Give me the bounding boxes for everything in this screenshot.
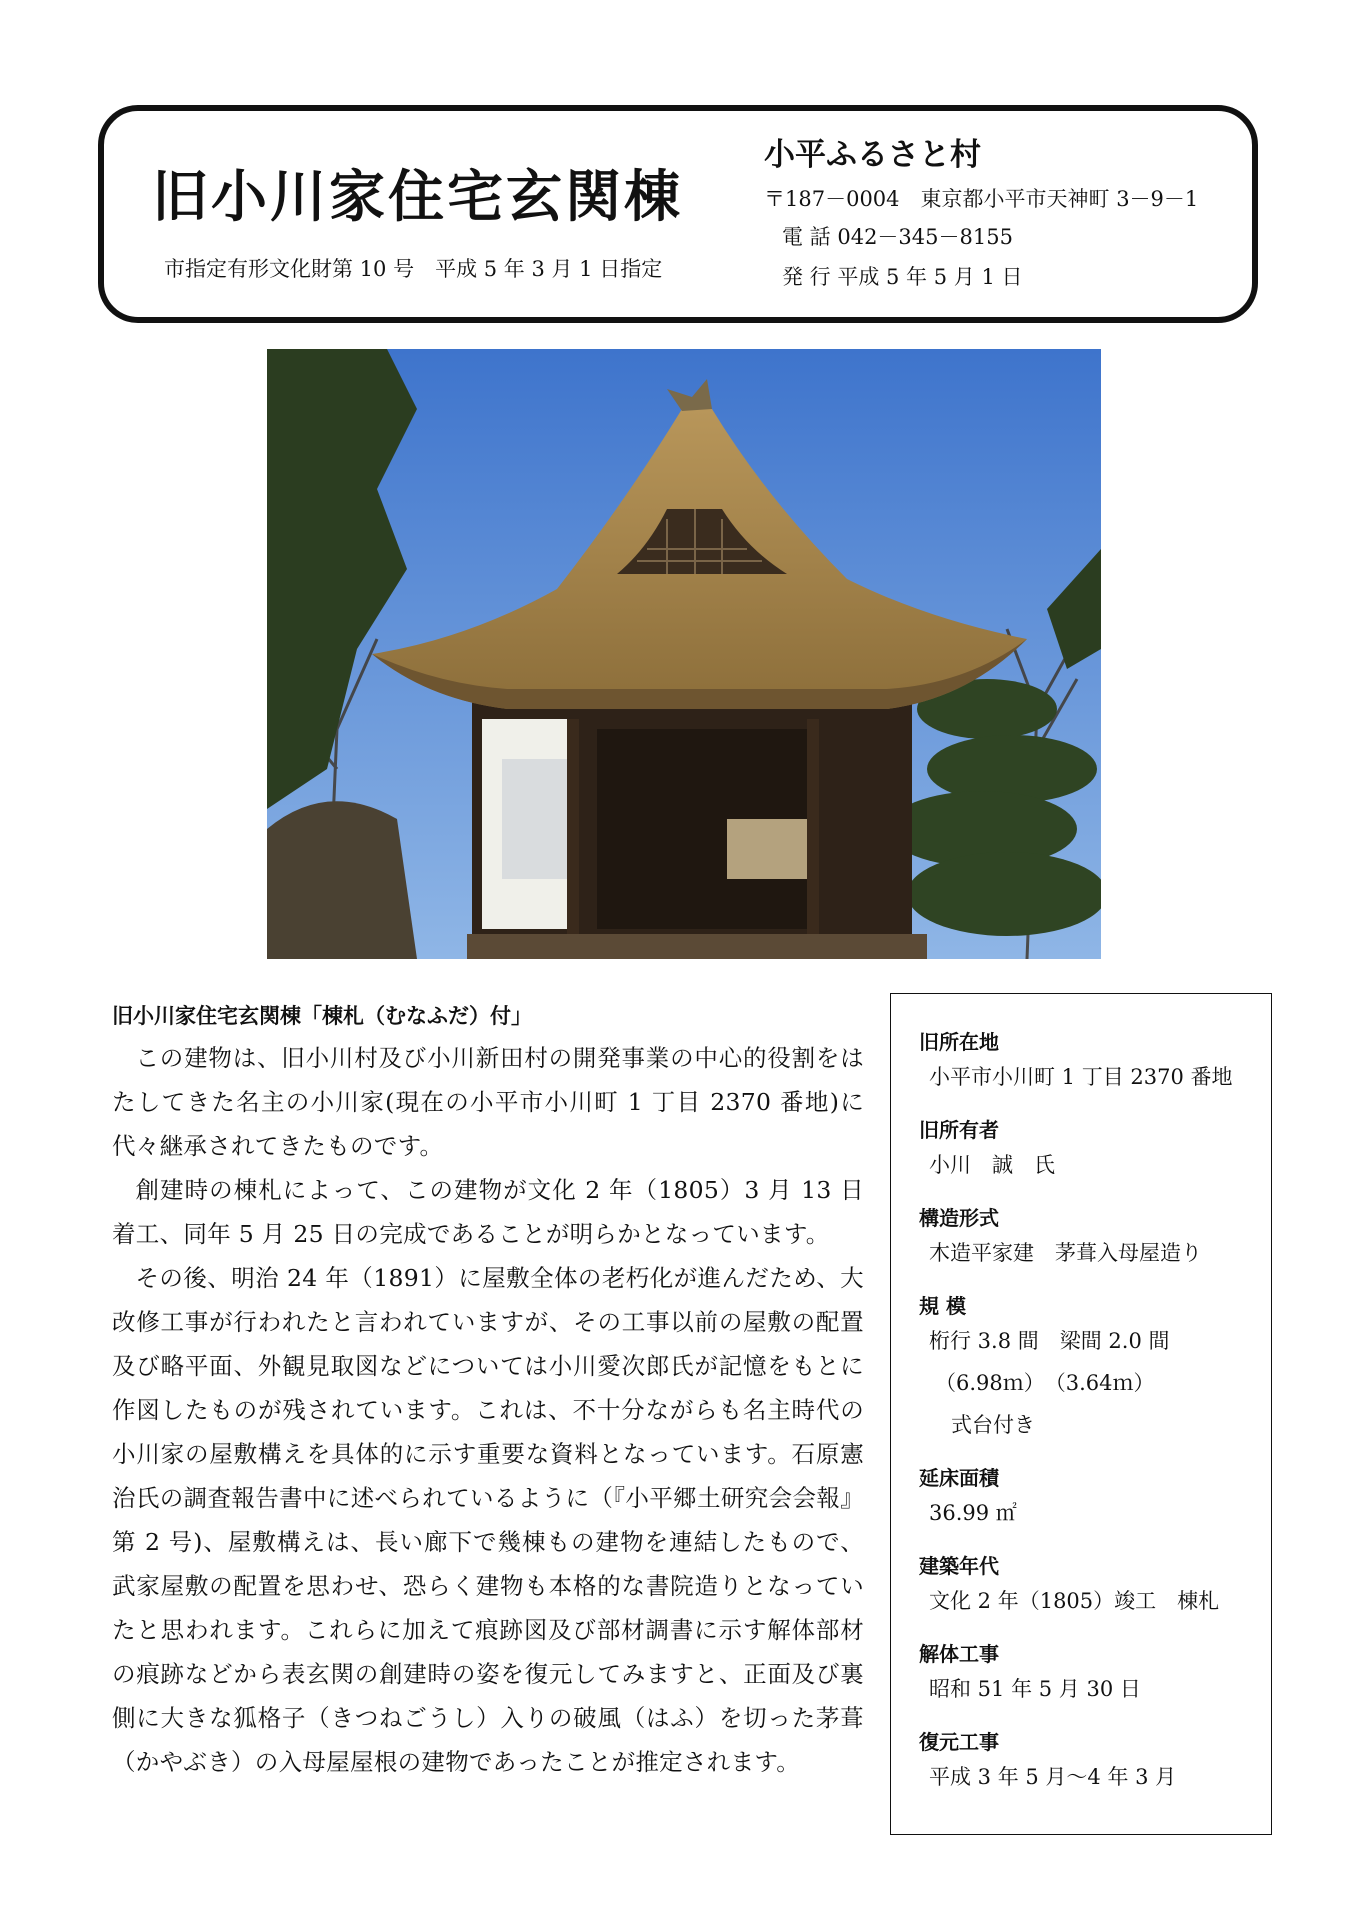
info-value-dismantling: 昭和 51 年 5 月 30 日 xyxy=(929,1677,1141,1701)
building-photo-illustration xyxy=(267,349,1101,959)
info-value-former-location: 小平市小川町 1 丁目 2370 番地 xyxy=(929,1065,1233,1089)
info-label-restoration: 復元工事 xyxy=(919,1730,999,1754)
article-paragraph: この建物は、旧小川村及び小川新田村の開発事業の中心的役割をはたしてきた名主の小川家(現在の小平市小川町 1 丁目 2370 番地)に代々継承されてきたものです。 xyxy=(112,1044,864,1160)
page-title: 旧小川家住宅玄関棟 xyxy=(152,165,683,230)
info-box xyxy=(890,993,1272,1835)
article-body xyxy=(112,1036,864,1784)
building-photo xyxy=(267,349,1101,959)
info-label-former-location: 旧所在地 xyxy=(919,1030,999,1054)
info-label-scale: 規 模 xyxy=(919,1294,966,1318)
article-paragraph: 創建時の棟札によって、この建物が文化 2 年（1805）3 月 13 日着工、同年 5 月 25 日の完成であることが明らかとなっています。 xyxy=(112,1176,864,1248)
info-label-former-owner: 旧所有者 xyxy=(919,1118,999,1142)
info-value-former-owner: 小川 誠 氏 xyxy=(929,1153,1055,1177)
info-value-scale-note: 式台付き xyxy=(951,1413,1035,1437)
info-label-floor-area: 延床面積 xyxy=(919,1466,999,1490)
info-value-structure: 木造平家建 茅葺入母屋造り xyxy=(929,1241,1202,1265)
info-value-restoration: 平成 3 年 5 月～4 年 3 月 xyxy=(929,1765,1177,1789)
publisher-phone: 電 話 042－345－8155 xyxy=(782,225,1013,249)
info-value-scale: 桁行 3.8 間 梁間 2.0 間 xyxy=(929,1329,1170,1353)
info-label-structure: 構造形式 xyxy=(919,1206,999,1230)
info-value-construction-era: 文化 2 年（1805）竣工 棟札 xyxy=(929,1589,1220,1613)
info-value-scale-metric: （6.98ｍ） （3.64ｍ） xyxy=(935,1371,1155,1395)
info-label-construction-era: 建築年代 xyxy=(919,1554,999,1578)
info-value-floor-area: 36.99 ㎡ xyxy=(929,1501,1017,1525)
info-label-dismantling: 解体工事 xyxy=(919,1642,999,1666)
article-paragraph: その後、明治 24 年（1891）に屋敷全体の老朽化が進んだため、大改修工事が行われたと言われていますが、その工事以前の屋敷の配置及び略平面、外観見取図などについては小川愛次郎氏が記憶をもとに作図したものが残されています。これは、不十分ながらも名主時代の小川家の屋敷構えを具体的に示す重要な資料となっています。石原憲治氏の調査報告書中に述べられているように（『小平郷土研究会会報』第 2 号)、屋敷構えは、長い廊下で幾棟もの建物を連結したもので、武家屋敷の配置を思わせ、恐らく建物も本格的な書院造りとなっていたと思われます。これらに加えて痕跡図及び部材調書に示す解体部材の痕跡などから表玄関の創建時の姿を復元してみますと、正面及び裏側に大きな狐格子（きつねごうし）入りの破風（はふ）を切った茅葺（かやぶき）の入母屋屋根の建物であったことが推定されます。 xyxy=(112,1264,864,1776)
publisher-address: 〒187－0004 東京都小平市天神町 3－9－1 xyxy=(764,187,1199,211)
publisher-issued-date: 発 行 平成 5 年 5 月 1 日 xyxy=(782,265,1023,289)
header-box xyxy=(98,105,1258,323)
designation-text: 市指定有形文化財第 10 号 平成 5 年 3 月 1 日指定 xyxy=(164,257,663,281)
article-heading: 旧小川家住宅玄関棟「棟札（むなふだ）付」 xyxy=(112,1004,532,1028)
publisher-name: 小平ふるさと村 xyxy=(764,137,981,173)
